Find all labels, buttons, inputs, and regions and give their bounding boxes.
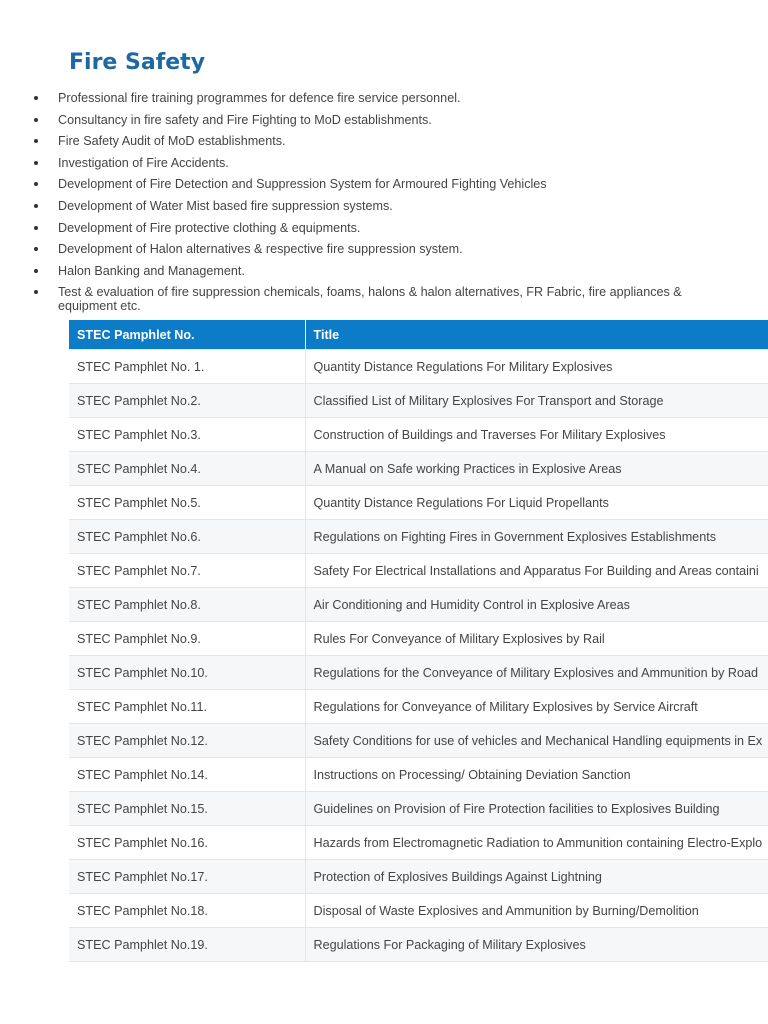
pamphlet-no-cell: STEC Pamphlet No.12. [69,724,305,758]
pamphlet-title-cell: A Manual on Safe working Practices in Explosive Areas [305,452,768,486]
table-row [69,758,768,792]
pamphlet-title-cell: Classified List of Military Explosives For Transport and Storage [305,384,768,418]
table-row [69,690,768,724]
pamphlet-title-cell: Regulations on Fighting Fires in Government Explosives Establishments [305,520,768,554]
table-row [69,418,768,452]
column-header-title: Title [305,320,768,350]
list-item: Halon Banking and Management. [0,261,768,283]
pamphlet-title-cell: Protection of Explosives Buildings Against Lightning [305,860,768,894]
pamphlet-no-cell: STEC Pamphlet No. 1. [69,350,305,384]
pamphlet-title-cell: Air Conditioning and Humidity Control in Explosive Areas [305,588,768,622]
pamphlet-table [69,320,768,962]
pamphlet-title-cell: Disposal of Waste Explosives and Ammunition by Burning/Demolition [305,894,768,928]
table-row [69,724,768,758]
table-row [69,792,768,826]
pamphlet-title-cell: Hazards from Electromagnetic Radiation to Ammunition containing Electro-Explo [305,826,768,860]
pamphlet-no-cell: STEC Pamphlet No.6. [69,520,305,554]
table-row [69,520,768,554]
pamphlet-no-cell: STEC Pamphlet No.5. [69,486,305,520]
table-row [69,384,768,418]
pamphlet-no-cell: STEC Pamphlet No.3. [69,418,305,452]
pamphlet-no-cell: STEC Pamphlet No.11. [69,690,305,724]
table-header-row [69,320,768,350]
table-row [69,486,768,520]
pamphlet-no-cell: STEC Pamphlet No.2. [69,384,305,418]
list-item: Test & evaluation of fire suppression chemicals, foams, halons & halon alternatives, FR Fabric, fire appliances & equipment etc. [0,282,768,313]
pamphlet-no-cell: STEC Pamphlet No.16. [69,826,305,860]
pamphlet-title-cell: Quantity Distance Regulations For Military Explosives [305,350,768,384]
table-row [69,350,768,384]
pamphlet-no-cell: STEC Pamphlet No.19. [69,928,305,962]
table-row [69,860,768,894]
table-row [69,622,768,656]
page-title: Fire Safety [69,50,206,75]
pamphlet-title-cell: Rules For Conveyance of Military Explosives by Rail [305,622,768,656]
table-row [69,554,768,588]
list-item: Development of Fire protective clothing & equipments. [0,218,768,240]
pamphlet-no-cell: STEC Pamphlet No.14. [69,758,305,792]
pamphlet-no-cell: STEC Pamphlet No.15. [69,792,305,826]
pamphlet-no-cell: STEC Pamphlet No.7. [69,554,305,588]
table-row [69,452,768,486]
pamphlet-no-cell: STEC Pamphlet No.4. [69,452,305,486]
pamphlet-no-cell: STEC Pamphlet No.8. [69,588,305,622]
pamphlet-title-cell: Guidelines on Provision of Fire Protection facilities to Explosives Building [305,792,768,826]
table-row [69,928,768,962]
pamphlet-title-cell: Safety Conditions for use of vehicles and Mechanical Handling equipments in Ex [305,724,768,758]
list-item: Development of Water Mist based fire suppression systems. [0,196,768,218]
list-item: Fire Safety Audit of MoD establishments. [0,131,768,153]
pamphlet-title-cell: Regulations for the Conveyance of Military Explosives and Ammunition by Road [305,656,768,690]
pamphlet-title-cell: Regulations for Conveyance of Military Explosives by Service Aircraft [305,690,768,724]
list-item: Development of Fire Detection and Suppression System for Armoured Fighting Vehicles [0,174,768,196]
pamphlet-title-cell: Quantity Distance Regulations For Liquid Propellants [305,486,768,520]
list-item: Development of Halon alternatives & respective fire suppression system. [0,239,768,261]
list-item: Consultancy in fire safety and Fire Fighting to MoD establishments. [0,110,768,132]
table-row [69,588,768,622]
pamphlet-no-cell: STEC Pamphlet No.9. [69,622,305,656]
pamphlet-title-cell: Construction of Buildings and Traverses For Military Explosives [305,418,768,452]
column-header-pamphlet-no: STEC Pamphlet No. [69,320,305,350]
pamphlet-no-cell: STEC Pamphlet No.17. [69,860,305,894]
pamphlet-no-cell: STEC Pamphlet No.10. [69,656,305,690]
table-row [69,826,768,860]
list-item: Investigation of Fire Accidents. [0,153,768,175]
services-list [0,88,768,313]
list-item: Professional fire training programmes for defence fire service personnel. [0,88,768,110]
table-row [69,894,768,928]
pamphlet-title-cell: Safety For Electrical Installations and Apparatus For Building and Areas containi [305,554,768,588]
pamphlet-title-cell: Regulations For Packaging of Military Explosives [305,928,768,962]
pamphlet-title-cell: Instructions on Processing/ Obtaining Deviation Sanction [305,758,768,792]
table-row [69,656,768,690]
pamphlet-no-cell: STEC Pamphlet No.18. [69,894,305,928]
